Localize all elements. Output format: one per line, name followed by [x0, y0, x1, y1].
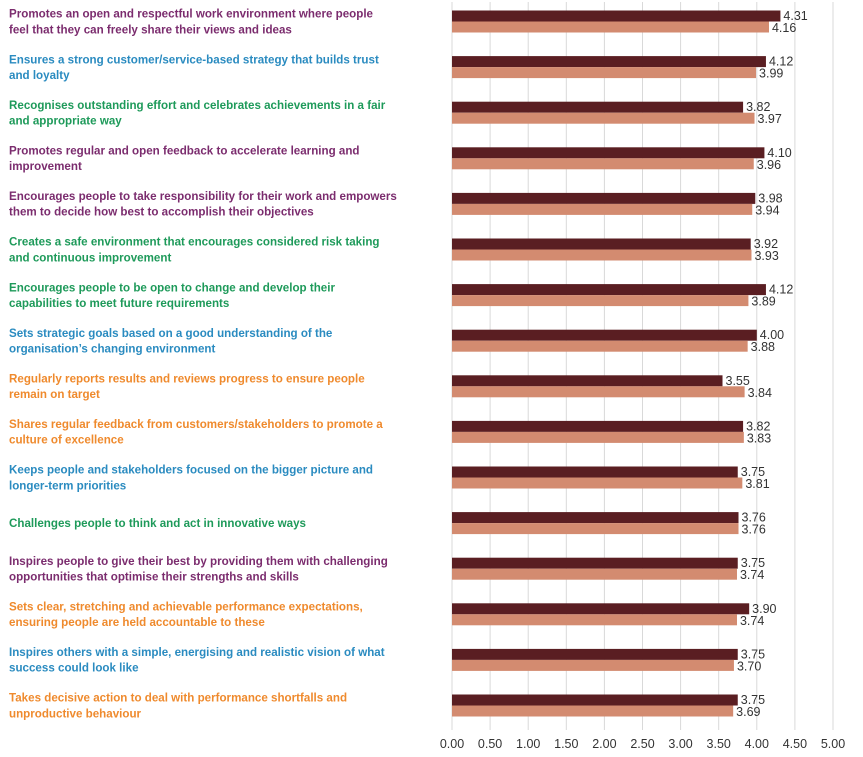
bar-series-2	[452, 660, 734, 671]
category-label: Shares regular feedback from customers/stakeholders to promote a culture of excellence	[9, 418, 383, 447]
data-label-series-1: 3.75	[740, 647, 766, 662]
data-label-series-1: 3.92	[753, 237, 779, 251]
category-label: Encourages people to take responsibility for their work and empowers them to decide how best to accomplish their objectives	[9, 190, 397, 219]
bar-series-1	[452, 375, 723, 386]
category-label: Encourages people to be open to change and develop their capabilities to meet future requirements	[9, 281, 335, 310]
data-label-series-1: 4.10	[767, 145, 792, 160]
category-label: Recognises outstanding effort and celebrates achievements in a fair and appropriate way	[9, 98, 386, 128]
bar-series-1	[452, 603, 749, 614]
bar-series-2	[452, 569, 737, 580]
bar-series-1	[452, 11, 780, 22]
bar-series-2	[452, 295, 748, 306]
x-tick-label: 3.00	[668, 737, 693, 751]
category-label: Ensures a strong customer/service-based strategy that builds trust and loyalty	[9, 53, 379, 82]
data-label-series-2: 3.76	[741, 522, 766, 537]
data-label-series-2: 3.97	[757, 112, 782, 127]
bar-series-1	[452, 649, 738, 660]
bar-series-1	[452, 102, 743, 113]
bar-series-2	[452, 614, 737, 625]
category-label: Takes decisive action to deal with performance shortfalls and unproductive behaviour	[9, 691, 348, 721]
x-tick-label: 1.00	[516, 737, 541, 751]
bar-series-1	[452, 239, 751, 250]
category-label: Challenges people to think and act in innovative ways	[9, 517, 306, 531]
bar-series-2	[452, 523, 739, 534]
data-label-series-2: 3.70	[736, 659, 762, 674]
data-label-series-2: 3.93	[754, 249, 779, 263]
bar-series-2	[452, 341, 748, 352]
x-tick-label: 3.50	[706, 737, 731, 751]
data-label-series-2: 3.99	[759, 66, 784, 81]
data-label-series-2: 4.16	[771, 21, 797, 35]
category-label: Inspires others with a simple, energising and realistic vision of what success could look like	[9, 646, 385, 675]
bar-series-1	[452, 512, 739, 523]
data-label-series-2: 3.81	[745, 477, 770, 491]
bar-series-1	[452, 330, 757, 341]
data-label-series-2: 3.69	[736, 705, 761, 719]
data-label-series-2: 3.74	[739, 568, 765, 583]
data-label-series-1: 3.75	[740, 465, 766, 479]
data-label-series-1: 4.00	[759, 328, 785, 343]
data-label-series-1: 3.76	[741, 510, 766, 525]
data-label-series-1: 3.90	[752, 601, 777, 616]
x-tick-label: 5.00	[820, 737, 846, 751]
category-label: Creates a safe environment that encourages considered risk taking and continuous improvement	[9, 235, 380, 265]
data-label-series-2: 3.84	[747, 385, 772, 400]
bar-series-1	[452, 558, 738, 569]
data-label-series-1: 3.82	[746, 100, 771, 115]
x-tick-label: 2.50	[630, 737, 655, 751]
bar-series-2	[452, 386, 745, 397]
bar-series-2	[452, 113, 755, 124]
data-label-series-2: 3.88	[750, 340, 775, 355]
data-label-series-2: 3.94	[755, 203, 780, 218]
data-label-series-1: 4.31	[783, 9, 808, 23]
category-label: Promotes an open and respectful work environment where people feel that they can freely share their views and ideas	[9, 7, 373, 37]
x-tick-label: 1.50	[554, 737, 579, 751]
x-tick-label: 2.00	[592, 737, 617, 751]
category-label: Keeps people and stakeholders focused on the bigger picture and longer-term priorities	[9, 463, 373, 493]
category-label: Sets strategic goals based on a good understanding of the organisation’s changing environment	[9, 326, 333, 356]
data-label-series-2: 3.96	[756, 157, 782, 172]
bar-series-1	[452, 56, 766, 67]
x-tick-label: 0.00	[439, 737, 465, 751]
category-label: Regularly reports results and reviews progress to ensure people remain on target	[9, 372, 365, 402]
data-label-series-1: 4.12	[768, 54, 794, 69]
x-tick-label: 4.00	[744, 737, 769, 751]
bar-series-1	[452, 284, 766, 295]
data-label-series-2: 3.89	[751, 294, 776, 309]
bar-series-1	[452, 695, 738, 706]
bar-series-2	[452, 158, 754, 169]
bar-series-1	[452, 147, 764, 158]
data-label-series-1: 3.98	[758, 191, 783, 206]
category-labels	[9, 8, 397, 721]
bar-series-2	[452, 432, 744, 443]
category-label: Promotes regular and open feedback to accelerate learning and improvement	[9, 144, 360, 174]
data-label-series-1: 3.75	[740, 693, 766, 707]
data-label-series-2: 3.74	[739, 613, 765, 628]
x-tick-label: 0.50	[477, 737, 503, 751]
bar-series-2	[452, 706, 733, 717]
data-label-series-1: 4.12	[768, 282, 794, 297]
data-label-series-1: 3.82	[746, 419, 771, 434]
category-label: Sets clear, stretching and achievable performance expectations, ensuring people are held accountable to these	[9, 600, 363, 630]
data-label-series-2: 3.83	[746, 431, 772, 446]
x-axis-ticks	[440, 737, 845, 751]
bar-series-2	[452, 204, 752, 215]
bar-series-2	[452, 67, 756, 78]
x-tick-label: 4.50	[782, 737, 808, 751]
bar-series-1	[452, 467, 738, 478]
category-label: Inspires people to give their best by providing them with challenging opportunities that optimise their strengths and skills	[9, 554, 388, 584]
bar-series-2	[452, 22, 769, 33]
bar-series-1	[452, 421, 743, 432]
data-label-series-1: 3.75	[740, 556, 766, 571]
bar-series-2	[452, 478, 742, 489]
data-label-series-1: 3.55	[725, 373, 750, 388]
bar-series-1	[452, 193, 755, 204]
bar-series-2	[452, 250, 751, 261]
